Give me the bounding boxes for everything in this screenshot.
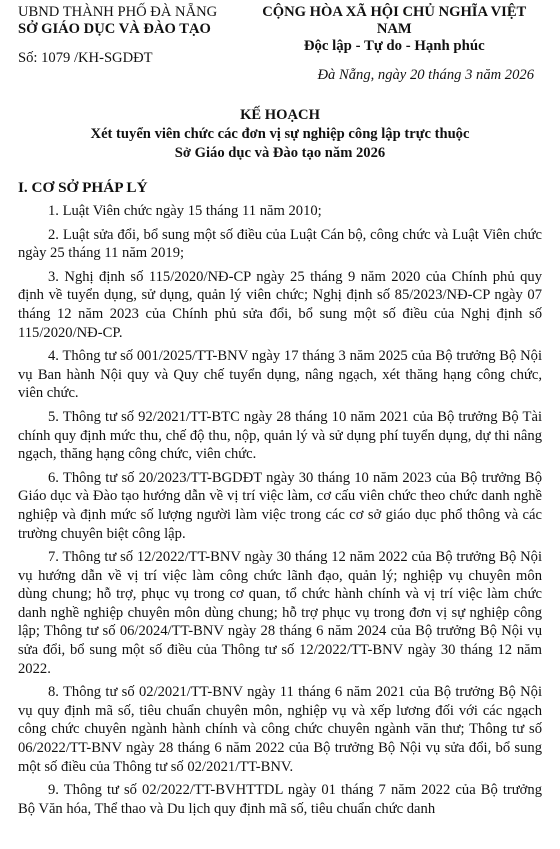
legal-basis-item: 8. Thông tư số 02/2021/TT-BNV ngày 11 tháng 6 năm 2021 của Bộ trưởng Bộ Nội vụ quy định mã số, tiêu chuẩn chuyên môn, nghiệp vụ và xếp lương đối với các ngạch công chức chuyên ngành hành chính và công chức chuyên ngành văn thư; Thông tư số 06/2022/TT-BNV ngày 28 tháng 6 năm 2022 của Bộ trưởng Bộ Nội vụ sửa đổi, bổ sung một số điều của Thông tư số 02/2021/TT-BNV. [18, 684, 542, 775]
legal-basis-item: 6. Thông tư số 20/2023/TT-BGDĐT ngày 30 tháng 10 năm 2023 của Bộ trưởng Bộ Giáo dục và Đào tạo hướng dẫn về vị trí việc làm, cơ cấu viên chức theo chức danh nghề nghiệp và định mức số lượng người làm việc trong các cơ sở giáo dục phổ thông và các trường chuyên biệt công lập. [18, 469, 542, 542]
legal-basis-item: 2. Luật sửa đổi, bổ sung một số điều của Luật Cán bộ, công chức và Luật Viên chức ngày 25 tháng 11 năm 2019; [18, 226, 542, 262]
department-name: SỞ GIÁO DỤC VÀ ĐÀO TẠO [18, 21, 211, 37]
title-line-1: Xét tuyển viên chức các đơn vị sự nghiệp công lập trực thuộc [90, 126, 470, 142]
document-header [18, 4, 542, 84]
place-date: Đà Nẵng, ngày 20 tháng 3 năm 2026 [317, 67, 534, 83]
legal-basis-item: 1. Luật Viên chức ngày 15 tháng 11 năm 2010; [48, 203, 322, 219]
document-title [18, 106, 542, 163]
legal-basis-item: 7. Thông tư số 12/2022/TT-BNV ngày 30 tháng 12 năm 2022 của Bộ trưởng Bộ Nội vụ hướng dẫn về vị trí việc làm công chức lãnh đạo, quản lý; nghiệp vụ chuyên môn dùng chung; hỗ trợ, phục vụ trong cơ quan, tổ chức hành chính và vị trí việc làm chức danh nghề nghiệp chuyên môn dùng chung; hỗ trợ phục vụ trong đơn vị sự nghiệp công lập; Thông tư số 06/2024/TT-BNV ngày 28 tháng 6 năm 2024 của Bộ trưởng Bộ Nội vụ sửa đổi, bổ sung một số điều của Thông tư số 12/2022/TT-BNV ngày 30 tháng 12 năm 2022. [18, 549, 542, 677]
country-name: CỘNG HÒA XÃ HỘI CHỦ NGHĨA VIỆT NAM [262, 4, 527, 37]
issuer-block [18, 4, 247, 84]
agency-name: UBND THÀNH PHỐ ĐÀ NẴNG [18, 4, 218, 20]
legal-basis-item: 3. Nghị định số 115/2020/NĐ-CP ngày 25 tháng 9 năm 2020 của Chính phủ quy định về tuyển dụng, sử dụng, quản lý viên chức; Nghị định số 85/2023/NĐ-CP ngày 07 tháng 12 năm 2023 của Chính phủ sửa đổi, bổ sung một số điều của Nghị định số 115/2020/NĐ-CP. [18, 268, 542, 341]
legal-basis-item: 9. Thông tư số 02/2022/TT-BVHTTDL ngày 01 tháng 7 năm 2022 của Bộ trưởng Bộ Văn hóa, Thể thao và Du lịch quy định mã số, tiêu chuẩn chức danh [18, 782, 542, 817]
national-motto: Độc lập - Tự do - Hạnh phúc [303, 38, 485, 54]
document-number: Số: 1079 /KH-SGDĐT [18, 50, 153, 66]
national-title-block [247, 4, 542, 84]
title-line-2: Sở Giáo dục và Đào tạo năm 2026 [174, 145, 386, 161]
legal-basis-item: 4. Thông tư số 001/2025/TT-BNV ngày 17 tháng 3 năm 2025 của Bộ trưởng Bộ Nội vụ Ban hành Nội quy và Quy chế tuyển dụng, nâng ngạch, xét thăng hạng công chức, viên chức. [18, 348, 542, 402]
section-heading: I. CƠ SỞ PHÁP LÝ [18, 179, 148, 196]
document-type: KẾ HOẠCH [240, 107, 320, 123]
legal-basis-item: 5. Thông tư số 92/2021/TT-BTC ngày 28 tháng 10 năm 2021 của Bộ trưởng Bộ Tài chính quy định mức thu, chế độ thu, nộp, quản lý và sử dụng phí tuyển dụng, dự thi nâng ngạch, thăng hạng công chức, viên chức. [18, 408, 542, 463]
